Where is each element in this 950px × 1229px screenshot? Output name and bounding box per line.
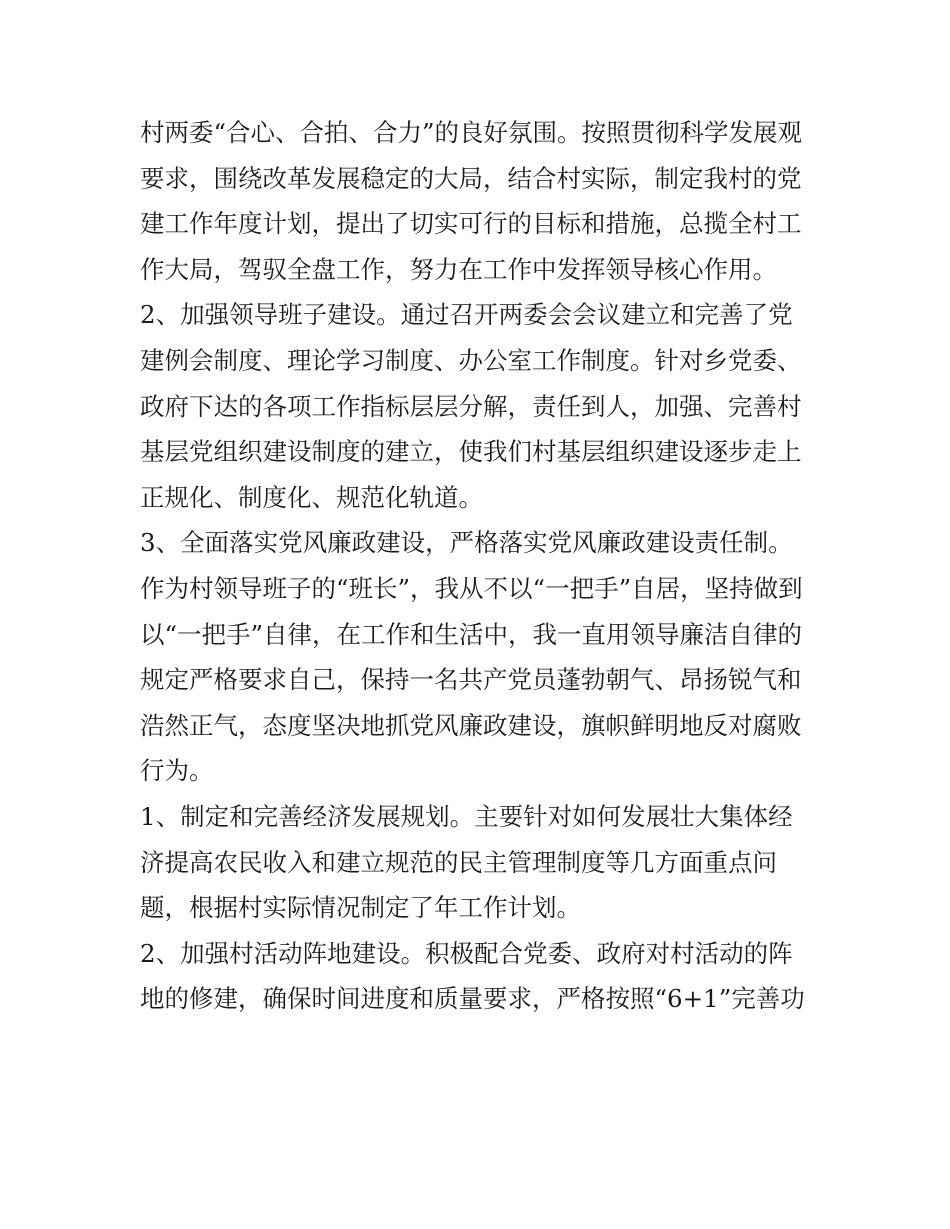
text-line: 以“一把手”自律，在工作和生活中，我一直用领导廉洁自律的 [140,619,803,649]
text-line: 地的修建，确保时间进度和质量要求，严格按照“6+1”完善功 [140,984,805,1014]
text-line: 规定严格要求自己，保持一名共产党员蓬勃朝气、昂扬锐气和 [140,665,802,695]
text-line: 作大局，驾驭全盘工作，努力在工作中发挥领导核心作用。 [140,254,777,284]
text-line: 题，根据村实际情况制定了年工作计划。 [140,893,581,923]
document-body [140,110,820,1022]
text-line: 正规化、制度化、规范化轨道。 [140,482,483,512]
text-line: 作为村领导班子的“班长”，我从不以“一把手”自居，坚持做到 [140,573,803,603]
text-line: 济提高农民收入和建立规范的民主管理制度等几方面重点问 [140,847,777,877]
text-line: 行为。 [140,756,214,786]
text-line: 村两委“合心、合拍、合力”的良好氛围。按照贯彻科学发展观 [140,118,803,147]
text-line: 基层党组织建设制度的建立，使我们村基层组织建设逐步走上 [140,437,802,467]
text-line: 政府下达的各项工作指标层层分解，责任到人，加强、完善村 [140,391,802,421]
text-line: 2、加强村活动阵地建设。积极配合党委、政府对村活动的阵 [140,938,793,968]
text-line: 1、制定和完善经济发展规划。主要针对如何发展壮大集体经 [140,801,793,831]
text-line: 2、加强领导班子建设。通过召开两委会会议建立和完善了党 [140,300,793,330]
text-line: 建例会制度、理论学习制度、办公室工作制度。针对乡党委、 [140,345,802,375]
text-line: 浩然正气，态度坚决地抓党风廉政建设，旗帜鲜明地反对腐败 [140,710,802,740]
text-line: 要求，围绕改革发展稳定的大局，结合村实际，制定我村的党 [140,163,802,193]
text-line: 建工作年度计划，提出了切实可行的目标和措施，总揽全村工 [140,209,802,239]
text-line: 3、全面落实党风廉政建设，严格落实党风廉政建设责任制。 [140,528,793,558]
